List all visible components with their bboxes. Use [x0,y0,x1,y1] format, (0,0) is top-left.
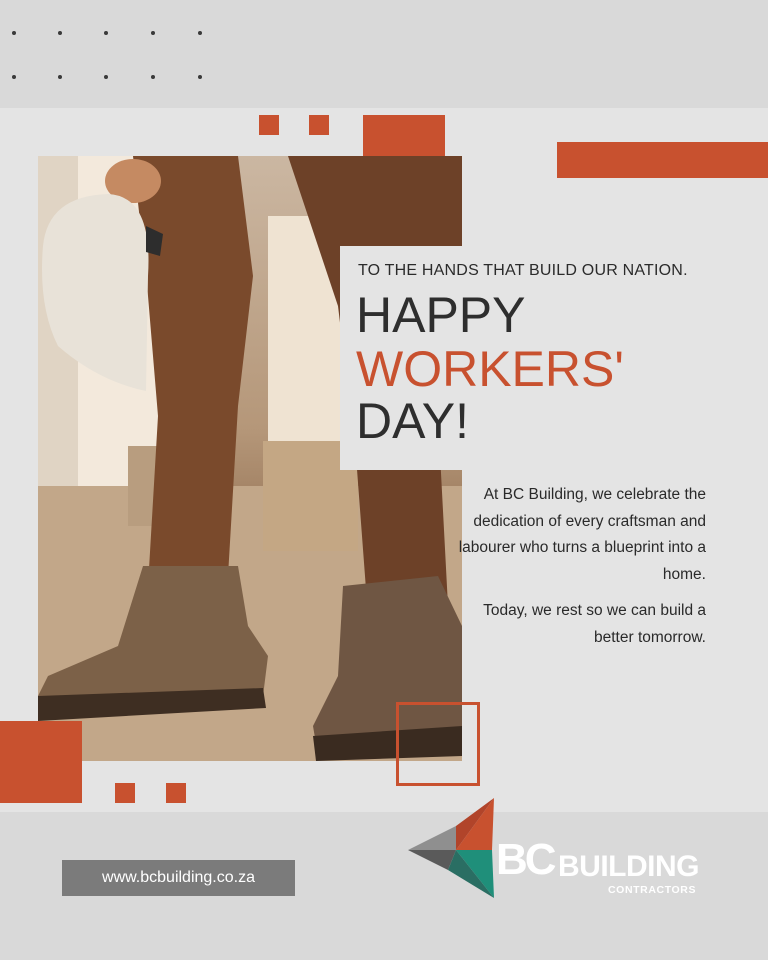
accent-square-small [115,783,135,803]
headline-line-1: HAPPY [356,287,526,343]
logo-building-text: BUILDING [558,850,699,883]
bc-building-logo [408,798,718,902]
accent-block-bottom-left [0,721,82,803]
top-band [0,0,768,108]
headline-line-3: DAY! [356,393,469,449]
dot [198,75,202,79]
accent-square-small [166,783,186,803]
accent-square-small [309,115,329,135]
dot [104,75,108,79]
logo-star-icon [408,798,498,902]
body-paragraph-2: Today, we rest so we can build a better tomorrow. [483,602,706,646]
accent-square-small [259,115,279,135]
dot [198,31,202,35]
website-link[interactable]: www.bcbuilding.co.za [62,860,295,896]
body-copy [446,482,706,661]
outline-square [396,702,480,786]
logo-contractors-text: CONTRACTORS [608,884,697,896]
accent-bar [557,142,768,178]
body-paragraph-1: At BC Building, we celebrate the dedication of every craftsman and labourer who turns a blueprint into a home. [458,486,706,583]
logo-facet [408,850,456,870]
dot [58,31,62,35]
accent-block [363,115,445,156]
dot [58,75,62,79]
dot [104,31,108,35]
dot [151,31,155,35]
headline-kicker: TO THE HANDS THAT BUILD OUR NATION. [358,262,688,279]
dot [12,31,16,35]
headline-line-2: WORKERS' [356,341,624,397]
headline-card [340,246,718,470]
logo-bc-text: BC [496,835,554,884]
logo-facet [408,826,456,850]
dot [151,75,155,79]
dot [12,75,16,79]
